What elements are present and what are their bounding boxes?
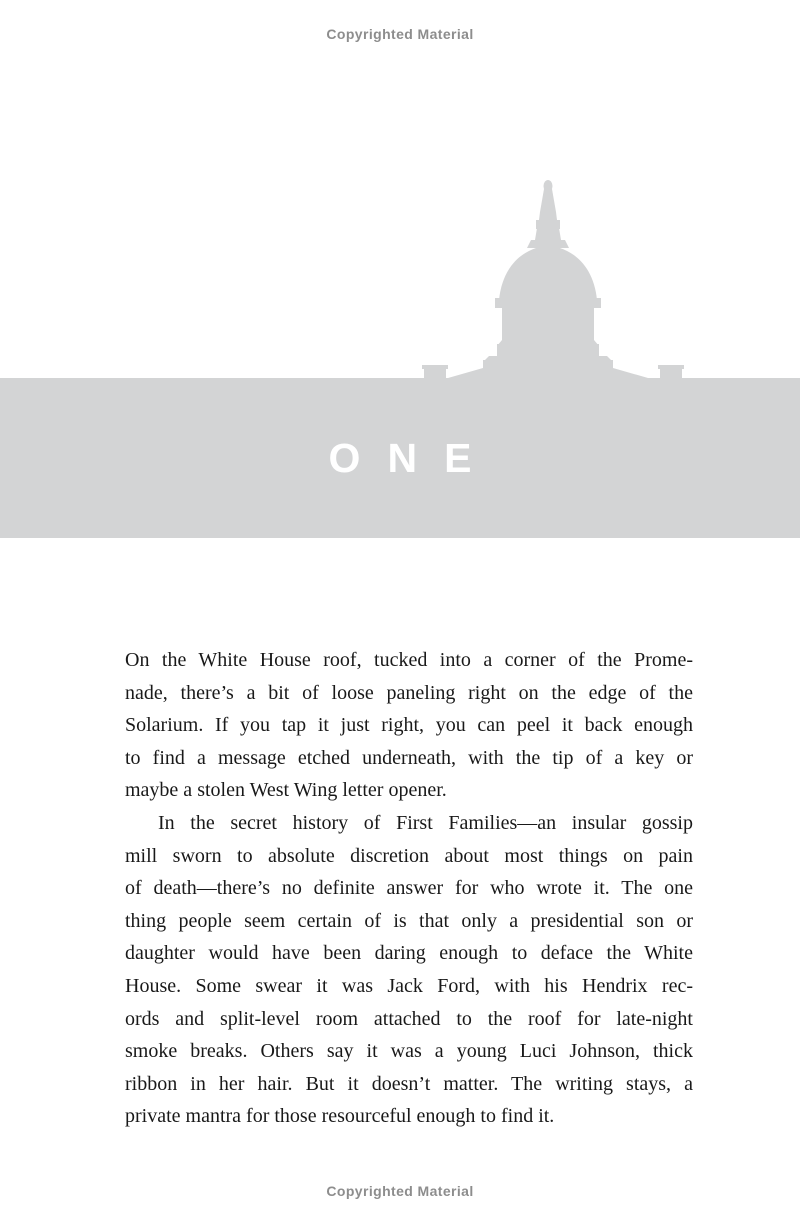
body-line: House. Some swear it was Jack Ford, with his Hendrix rec- <box>125 974 693 997</box>
body-line: Solarium. If you tap it just right, you can peel it back enough <box>125 714 693 737</box>
paragraph <box>125 644 693 807</box>
capitol-dome-icon <box>0 170 800 378</box>
chapter-heading: ONE <box>328 434 499 481</box>
body-line: private mantra for those resourceful enough to find it. <box>125 1105 555 1128</box>
body-text <box>125 644 693 1133</box>
copyright-notice-bottom: Copyrighted Material <box>326 1183 474 1199</box>
body-line: daughter would have been daring enough to deface the White <box>125 942 693 965</box>
body-line: thing people seem certain of is that only a presidential son or <box>125 909 693 932</box>
body-line: smoke breaks. Others say it was a young Luci Johnson, thick <box>125 1040 693 1063</box>
body-line: In the secret history of First Families—an insular gossip <box>158 811 693 834</box>
body-line: On the White House roof, tucked into a corner of the Prome- <box>125 649 693 671</box>
chapter-hero <box>0 170 800 538</box>
paragraph <box>125 807 693 1133</box>
body-line: ribbon in her hair. But it doesn’t matter. The writing stays, a <box>125 1072 693 1095</box>
body-line: ords and split-level room attached to the roof for late-night <box>125 1007 693 1030</box>
body-line: nade, there’s a bit of loose paneling right on the edge of the <box>125 681 693 704</box>
body-line: of death—there’s no definite answer for who wrote it. The one <box>125 877 693 900</box>
body-line: maybe a stolen West Wing letter opener. <box>125 779 447 802</box>
body-line: mill sworn to absolute discretion about most things on pain <box>125 844 693 867</box>
chapter-band <box>0 378 800 538</box>
copyright-notice-top: Copyrighted Material <box>326 26 474 42</box>
body-line: to find a message etched underneath, with the tip of a key or <box>125 746 693 769</box>
